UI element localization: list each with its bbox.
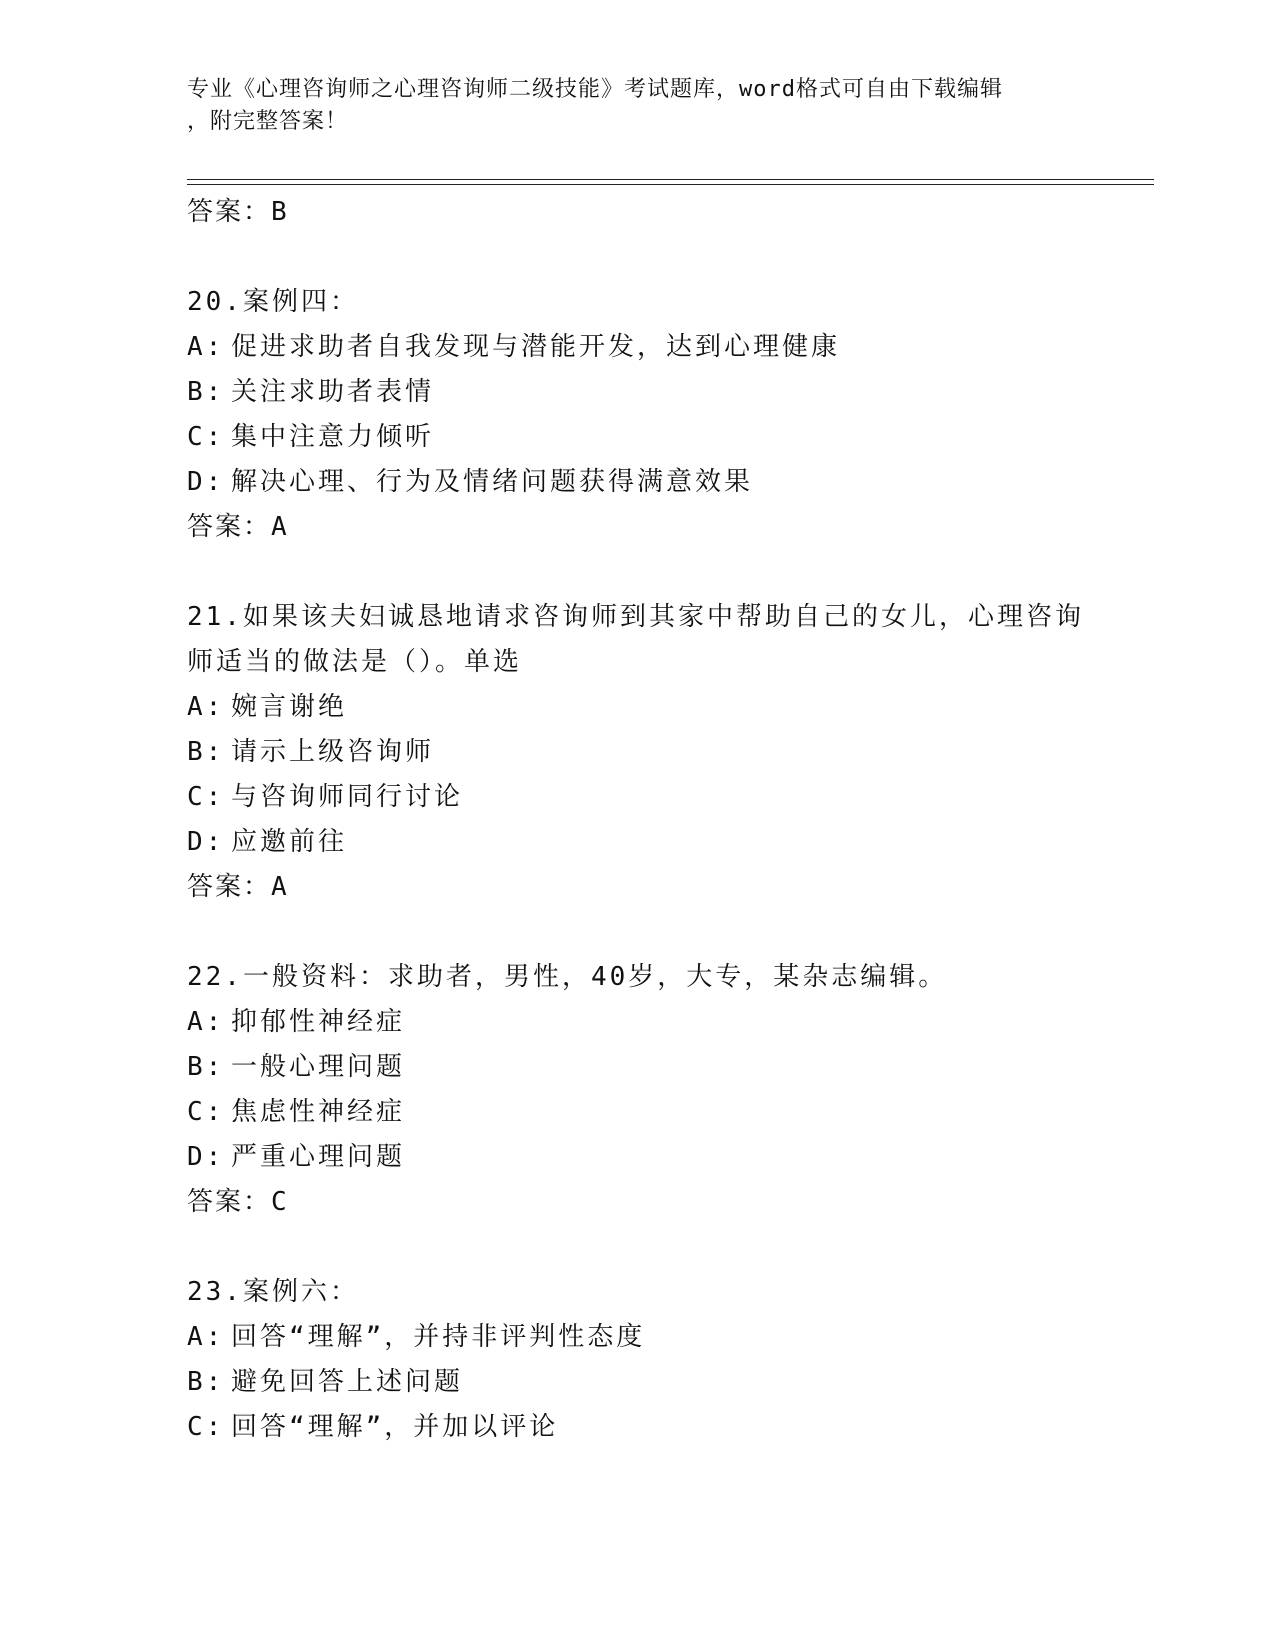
option-letter: B:	[187, 377, 225, 407]
option-b	[187, 730, 1087, 775]
option-text: 关注求助者表情	[231, 377, 435, 407]
option-letter: A:	[187, 1007, 225, 1037]
answer-value: C	[271, 1187, 289, 1217]
question-21	[187, 595, 1087, 909]
option-letter: C:	[187, 782, 225, 812]
option-letter: B:	[187, 1052, 225, 1082]
answer-label: 答案：	[187, 197, 272, 227]
question-22	[187, 955, 1087, 1224]
answer-value: B	[271, 197, 289, 227]
option-c	[187, 1090, 1087, 1135]
option-text: 与咨询师同行讨论	[231, 782, 464, 812]
option-a	[187, 1315, 1087, 1360]
option-letter: A:	[187, 332, 225, 362]
option-letter: C:	[187, 1097, 225, 1127]
option-letter: A:	[187, 692, 225, 722]
option-letter: D:	[187, 827, 225, 857]
option-text: 一般心理问题	[231, 1052, 406, 1082]
question-stem: 20.案例四：	[187, 287, 359, 317]
option-letter: A:	[187, 1322, 225, 1352]
option-text: 解决心理、行为及情绪问题获得满意效果	[231, 467, 754, 497]
answer-value: A	[271, 512, 289, 542]
option-text: 回答“理解”，并加以评论	[231, 1412, 559, 1442]
header-line-1: 专业《心理咨询师之心理咨询师二级技能》考试题库，word格式可自由下载编辑	[187, 77, 1003, 102]
option-text: 婉言谢绝	[231, 692, 348, 722]
option-text: 焦虑性神经症	[231, 1097, 406, 1127]
option-b	[187, 1045, 1087, 1090]
header-rule-bottom	[187, 184, 1154, 185]
question-20	[187, 280, 1087, 549]
question-stem: 21.如果该夫妇诚恳地请求咨询师到其家中帮助自己的女儿，心理咨询师适当的做法是（）。单选	[187, 602, 1084, 677]
document-header	[187, 74, 1087, 138]
answer-label: 答案：	[187, 512, 272, 542]
question-23	[187, 1270, 1087, 1450]
answer-line	[187, 865, 1087, 909]
option-b	[187, 1360, 1087, 1405]
answer-line	[187, 1180, 1087, 1224]
option-letter: B:	[187, 737, 225, 767]
question-stem: 22.一般资料：求助者，男性，40岁，大专，某杂志编辑。	[187, 962, 948, 992]
option-text: 集中注意力倾听	[231, 422, 435, 452]
option-text: 回答“理解”，并持非评判性态度	[231, 1322, 646, 1352]
option-c	[187, 415, 1087, 460]
answer-label: 答案：	[187, 1187, 272, 1217]
header-line-2: ，附完整答案！	[187, 109, 349, 134]
option-letter: D:	[187, 467, 225, 497]
option-text: 避免回答上述问题	[231, 1367, 464, 1397]
header-rule-top	[187, 179, 1154, 180]
option-d	[187, 460, 1087, 505]
option-d	[187, 820, 1087, 865]
question-list	[187, 190, 1087, 1450]
option-d	[187, 1135, 1087, 1180]
option-c	[187, 775, 1087, 820]
question-stem: 23.案例六：	[187, 1277, 359, 1307]
option-c	[187, 1405, 1087, 1450]
option-text: 应邀前往	[231, 827, 348, 857]
option-letter: B:	[187, 1367, 225, 1397]
answer-value: A	[271, 872, 289, 902]
answer-line	[187, 505, 1087, 549]
answer-label: 答案：	[187, 872, 272, 902]
option-letter: C:	[187, 1412, 225, 1442]
option-b	[187, 370, 1087, 415]
option-a	[187, 325, 1087, 370]
option-a	[187, 685, 1087, 730]
answer-line	[187, 190, 1087, 234]
option-text: 请示上级咨询师	[231, 737, 435, 767]
option-text: 严重心理问题	[231, 1142, 406, 1172]
option-text: 促进求助者自我发现与潜能开发，达到心理健康	[231, 332, 841, 362]
option-letter: C:	[187, 422, 225, 452]
option-text: 抑郁性神经症	[231, 1007, 406, 1037]
option-letter: D:	[187, 1142, 225, 1172]
option-a	[187, 1000, 1087, 1045]
